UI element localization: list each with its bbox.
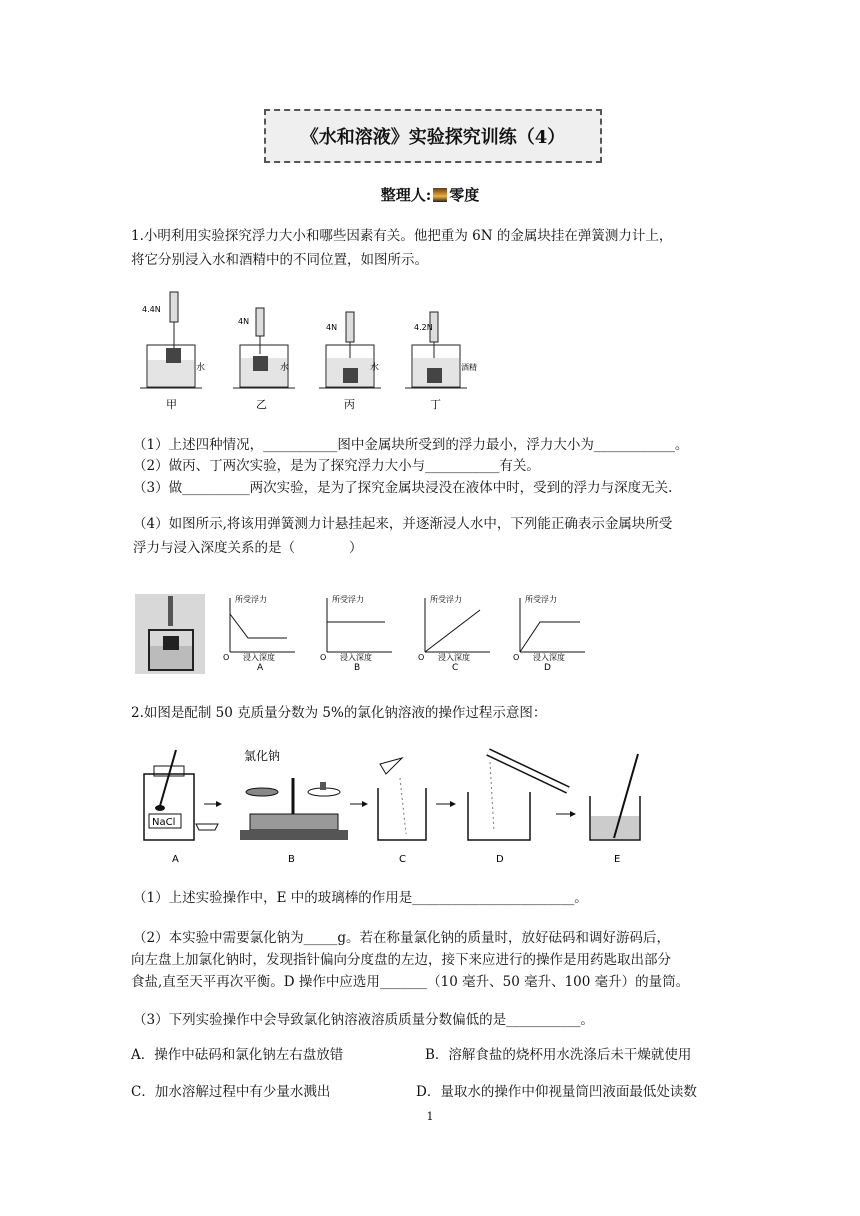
graph-option-b: [320, 594, 392, 673]
graph-b-xlabel: 浸入深度: [340, 653, 372, 662]
q1-part4-line1: （4）如图所示,将该用弹簧测力计悬挂起来，并逐渐浸人水中，下列能正确表示金属块所受: [133, 516, 673, 532]
graph-c-label: C: [452, 663, 459, 673]
hanging-block-photo: [135, 594, 205, 674]
q2-option-c: C．加水溶解过程中有少量水溅出: [131, 1084, 331, 1100]
q1-part1: （1）上述四种情况，___________图中金属块所受到的浮力最小，浮力大小为____________。: [133, 437, 689, 453]
author-prefix: 整理人:: [380, 186, 432, 204]
setup-yi-label: 乙: [256, 398, 267, 411]
graph-option-d: [513, 594, 585, 673]
arrow-a-b-head: [216, 801, 222, 807]
setup-jia-liquid: 水: [196, 363, 206, 373]
author-name: 零度: [449, 186, 480, 204]
author-line: [0, 184, 860, 205]
author-logo-icon: [433, 188, 447, 202]
q1-graphs-figure: [135, 588, 605, 676]
setup-ding-liquid: 酒精: [461, 363, 477, 372]
graph-c-ylabel: 所受浮力: [430, 595, 462, 604]
q2-process-figure: [138, 744, 678, 868]
q2-part2-line1: （2）本实验中需要氯化钠为_____g。若在称量氯化钠的质量时，放好砝码和调好游码后，: [133, 930, 670, 946]
graph-c-xlabel: 浸入深度: [438, 653, 470, 662]
graph-b-origin: O: [320, 653, 327, 662]
graph-d-label: D: [544, 663, 551, 673]
step-a-label: A: [172, 854, 179, 865]
q1-part4-line2: 浮力与浸入深度关系的是（ ）: [133, 540, 363, 556]
graph-a-origin: O: [223, 653, 230, 662]
graph-d-ylabel: 所受浮力: [525, 595, 557, 604]
setup-yi-liquid: 水: [280, 363, 290, 373]
arrow-c-d-head: [450, 801, 456, 807]
graph-b-ylabel: 所受浮力: [332, 595, 364, 604]
graph-option-a: [223, 594, 295, 673]
setup-bing-label: 丙: [344, 398, 355, 411]
setup-bing-reading: 4N: [326, 323, 338, 332]
page-number: 1: [426, 1110, 434, 1123]
step-b-balance: [240, 748, 348, 865]
q1-part3: （3）做__________两次实验，是为了探究金属块浸没在液体中时，受到的浮力与深度无关.: [133, 480, 673, 496]
graph-b-label: B: [354, 663, 361, 673]
graph-d-xlabel: 浸入深度: [533, 653, 565, 662]
title-box: [264, 109, 602, 163]
step-a-reagent-jar: [144, 750, 218, 865]
salt-label: 氯化钠: [244, 749, 281, 763]
q1-setups-figure: [130, 290, 490, 420]
arrow-d-e-head: [570, 811, 576, 817]
setup-jia-label: 甲: [166, 398, 177, 411]
q1-stem-line2: 将它分别浸入水和酒精中的不同位置，如图所示。: [131, 252, 428, 268]
page-title: 《水和溶液》实验探究训练（4）: [300, 127, 566, 148]
step-e-stirring: [590, 754, 640, 865]
nacl-label: NaCl: [152, 817, 176, 828]
q1-part2: （2）做丙、丁两次实验，是为了探究浮力大小与___________有关。: [133, 458, 540, 474]
arrow-b-c-head: [362, 801, 368, 807]
graph-a-xlabel: 浸入深度: [243, 653, 275, 662]
step-e-label: E: [614, 854, 621, 865]
setup-jia-reading: 4.4N: [142, 305, 161, 314]
q2-part2-line3: 食盐,直至天平再次平衡。D 操作中应选用_______（10 毫升、50 毫升、100 毫升）的量筒。: [131, 974, 690, 990]
setup-yi-reading: 4N: [238, 317, 250, 326]
setup-ding: [405, 312, 477, 411]
setup-yi: [233, 308, 295, 411]
setup-ding-label: 丁: [430, 398, 441, 411]
graph-a-ylabel: 所受浮力: [235, 595, 267, 604]
setup-bing-liquid: 水: [370, 363, 380, 373]
q2-part2-line2: 向左盘上加氯化钠时，发现指针偏向分度盘的左边，接下来应进行的操作是用药匙取出部分: [131, 952, 671, 968]
q1-stem-line1: 1.小明利用实验探究浮力大小和哪些因素有关。他把重为 6N 的金属块挂在弹簧测力计上，: [131, 228, 673, 244]
setup-ding-reading: 4.2N: [414, 323, 433, 332]
graph-a-label: A: [257, 663, 264, 673]
graph-c-origin: O: [418, 653, 425, 662]
q2-option-a: A．操作中砝码和氯化钠左右盘放错: [131, 1047, 344, 1063]
graph-option-c: [418, 594, 490, 673]
q2-part1: （1）上述实验操作中，E 中的玻璃棒的作用是________________________。: [133, 890, 588, 906]
q2-part3: （3）下列实验操作中会导致氯化钠溶液溶质质量分数偏低的是___________。: [133, 1012, 594, 1028]
step-b-label: B: [288, 854, 295, 865]
step-d-pouring: [468, 752, 568, 865]
q2-option-d: D．量取水的操作中仰视量筒凹液面最低处读数: [416, 1084, 697, 1100]
setup-jia: [140, 292, 205, 411]
setup-bing: [319, 312, 381, 411]
step-d-label: D: [496, 854, 504, 865]
graph-d-origin: O: [513, 653, 520, 662]
q2-stem: 2.如图是配制 50 克质量分数为 5%的氯化钠溶液的操作过程示意图：: [131, 705, 547, 721]
step-c-label: C: [399, 854, 406, 865]
step-c-beaker: [378, 758, 426, 865]
q2-option-b: B．溶解食盐的烧杯用水洗涤后未干燥就使用: [425, 1047, 692, 1063]
